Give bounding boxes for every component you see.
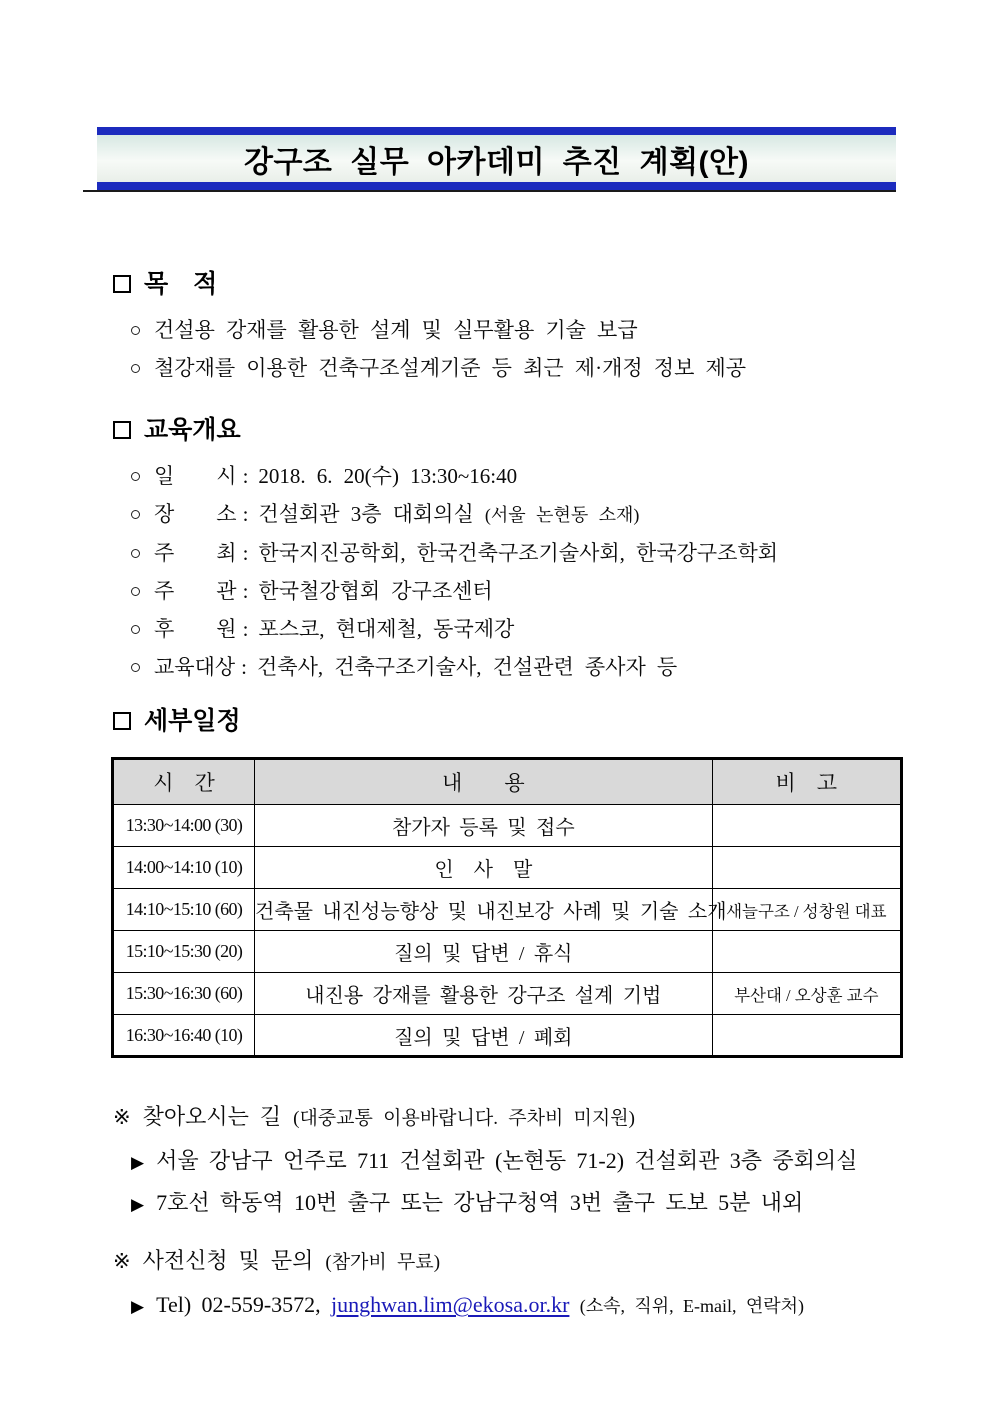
section-overview-heading (113, 414, 992, 446)
arrow-bullet-icon: ▶ (131, 1153, 145, 1172)
directions-heading (113, 1102, 992, 1134)
overview-row-audience (131, 655, 992, 679)
square-bullet-icon (113, 421, 131, 439)
cell-note: 새늘구조 / 성창원 대표 (712, 889, 901, 931)
contact-heading-label: 사전신청 및 문의 (142, 1248, 314, 1273)
cell-content: 내진용 강재를 활용한 강구조 설계 기법 (255, 973, 713, 1015)
overview-label: 장 소 (154, 502, 237, 526)
banner-underline (83, 190, 896, 192)
overview-colon: : (242, 541, 249, 565)
banner-top-bar (97, 127, 896, 135)
cell-note (712, 847, 901, 889)
overview-value: 건축사, 건축구조기술사, 건설관련 종사자 등 (257, 655, 678, 679)
cell-time: 15:10~15:30 (20) (113, 931, 255, 973)
col-header-content: 내 용 (255, 759, 713, 805)
cell-time: 14:00~14:10 (10) (113, 847, 255, 889)
directions-item (131, 1188, 992, 1220)
circle-bullet-icon (131, 587, 140, 596)
purpose-item (131, 318, 992, 342)
cell-note: 부산대 / 오상훈 교수 (712, 973, 901, 1015)
circle-bullet-icon (131, 326, 140, 335)
cell-note (712, 805, 901, 847)
page-title: 강구조 실무 아카데미 추진 계획(안) (243, 145, 750, 179)
overview-row-datetime (131, 464, 992, 488)
schedule-heading-label: 세부일정 (144, 707, 241, 735)
contact-tel-text: Tel) 02-559-3572, (156, 1292, 321, 1317)
cell-note (712, 931, 901, 973)
col-header-note: 비 고 (712, 759, 901, 805)
contact-tel-line (131, 1290, 992, 1322)
cell-content: 건축물 내진성능향상 및 내진보강 사례 및 기술 소개 (255, 889, 713, 931)
cell-content: 질의 및 답변 / 휴식 (255, 931, 713, 973)
table-row (113, 931, 902, 973)
overview-value: 한국철강협회 강구조센터 (258, 579, 493, 603)
purpose-heading-label: 목 적 (144, 270, 218, 298)
overview-colon: : (241, 655, 247, 679)
overview-label: 후 원 (154, 617, 237, 641)
directions-heading-note: (대중교통 이용바랍니다. 주차비 미지원) (293, 1108, 635, 1129)
overview-colon: : (242, 617, 249, 641)
banner-body (97, 135, 896, 182)
schedule-table (111, 757, 903, 1058)
purpose-item (131, 356, 992, 380)
circle-bullet-icon (131, 472, 140, 481)
cell-content: 인 사 말 (255, 847, 713, 889)
circle-bullet-icon (131, 510, 140, 519)
contact-heading-note: (참가비 무료) (325, 1252, 441, 1273)
circle-bullet-icon (131, 625, 140, 634)
table-row (113, 973, 902, 1015)
overview-row-organizer (131, 579, 992, 603)
cell-time: 15:30~16:30 (60) (113, 973, 255, 1015)
overview-value-note: (서울 논현동 소재) (484, 505, 640, 525)
purpose-item-text: 철강재를 이용한 건축구조설계기준 등 최근 제·개정 정보 제공 (154, 356, 747, 380)
overview-colon: : (242, 579, 249, 603)
section-purpose-heading (113, 268, 992, 300)
overview-row-venue (131, 502, 992, 527)
overview-value: 2018. 6. 20(수) 13:30~16:40 (258, 464, 518, 488)
circle-bullet-icon (131, 549, 140, 558)
overview-value: 한국지진공학회, 한국건축구조기술사회, 한국강구조학회 (258, 541, 779, 565)
section-schedule-heading (113, 705, 992, 737)
contact-email-note: (소속, 직위, E-mail, 연락처) (579, 1296, 804, 1316)
square-bullet-icon (113, 712, 131, 730)
overview-label: 일 시 (154, 464, 237, 488)
overview-value: 건설회관 3층 대회의실 (258, 502, 474, 526)
table-header-row (113, 759, 902, 805)
table-row (113, 847, 902, 889)
arrow-bullet-icon: ▶ (131, 1195, 145, 1214)
cell-time: 16:30~16:40 (10) (113, 1015, 255, 1057)
table-row (113, 1015, 902, 1057)
cell-note (712, 1015, 901, 1057)
contact-email-link[interactable]: junghwan.lim@ekosa.or.kr (331, 1292, 570, 1317)
circle-bullet-icon (131, 663, 140, 672)
banner-bottom-bar (97, 182, 896, 190)
col-header-time: 시 간 (113, 759, 255, 805)
cell-content: 참가자 등록 및 접수 (255, 805, 713, 847)
overview-value: 포스코, 현대제철, 동국제강 (258, 617, 515, 641)
contact-heading (113, 1246, 992, 1278)
title-banner (97, 127, 896, 192)
reference-mark-icon: ※ (113, 1105, 131, 1129)
square-bullet-icon (113, 275, 131, 293)
directions-item (131, 1146, 992, 1178)
overview-label: 교육대상 (154, 655, 236, 679)
overview-heading-label: 교육개요 (144, 416, 241, 444)
overview-colon: : (242, 464, 249, 488)
directions-item-text: 7호선 학동역 10번 출구 또는 강남구청역 3번 출구 도보 5분 내외 (156, 1190, 804, 1215)
overview-row-host (131, 541, 992, 565)
table-row (113, 889, 902, 931)
overview-colon: : (242, 502, 249, 526)
cell-content: 질의 및 답변 / 폐회 (255, 1015, 713, 1057)
directions-heading-label: 찾아오시는 길 (142, 1104, 282, 1129)
reference-mark-icon: ※ (113, 1249, 131, 1273)
overview-row-sponsor (131, 617, 992, 641)
table-row (113, 805, 902, 847)
overview-label: 주 최 (154, 541, 237, 565)
cell-time: 14:10~15:10 (60) (113, 889, 255, 931)
directions-item-text: 서울 강남구 언주로 711 건설회관 (논현동 71-2) 건설회관 3층 중회의실 (156, 1148, 858, 1173)
cell-time: 13:30~14:00 (30) (113, 805, 255, 847)
arrow-bullet-icon: ▶ (131, 1297, 145, 1316)
purpose-item-text: 건설용 강재를 활용한 설계 및 실무활용 기술 보급 (154, 318, 638, 342)
overview-label: 주 관 (154, 579, 237, 603)
circle-bullet-icon (131, 364, 140, 373)
